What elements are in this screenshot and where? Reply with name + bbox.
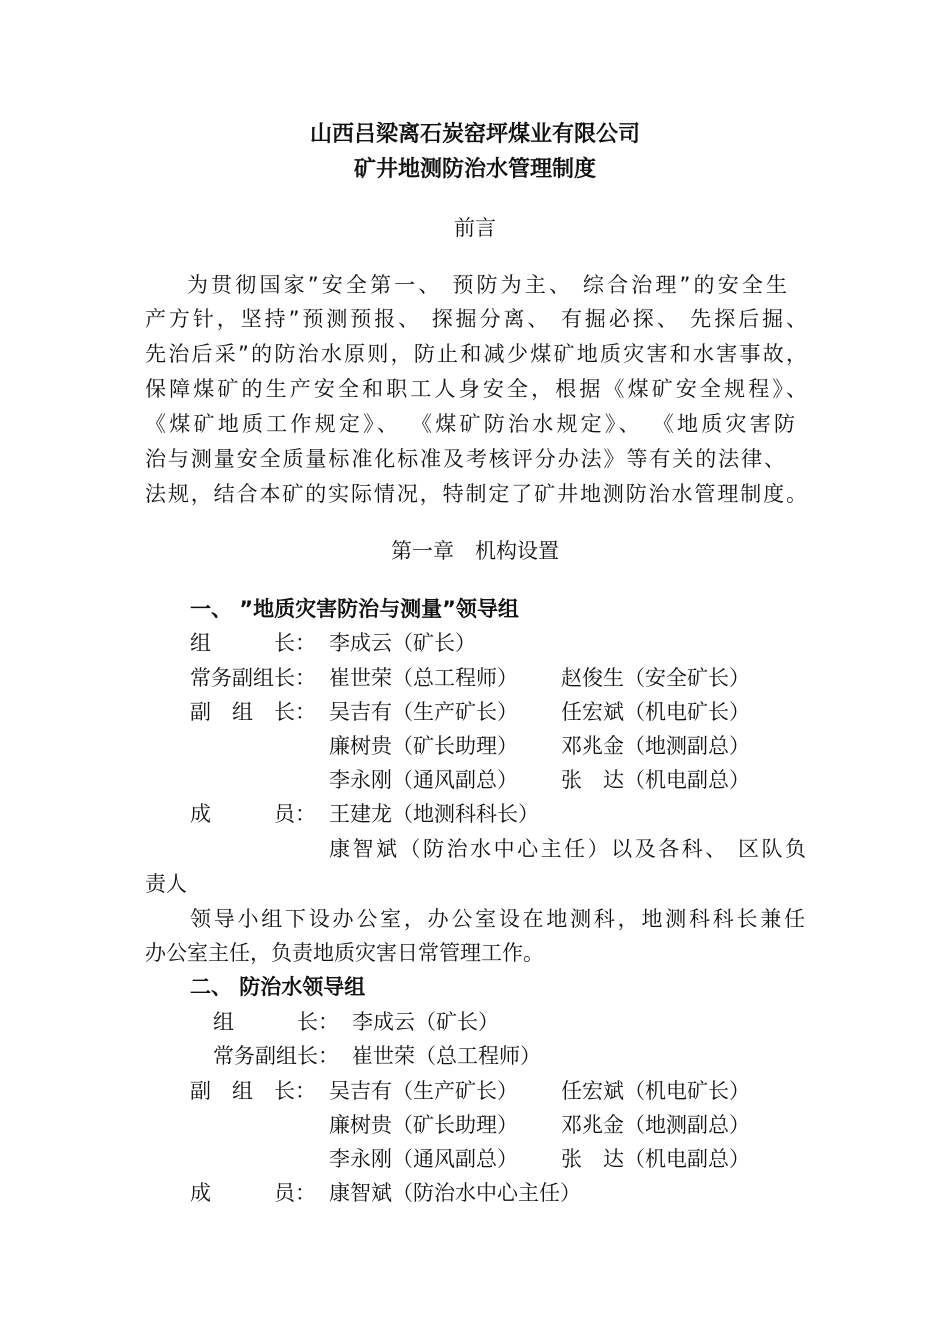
exec-deputy-name-2: 赵俊生（安全矿长） xyxy=(561,666,750,690)
deputy-name: 任宏斌（机电矿长） xyxy=(561,700,750,724)
exec-deputy-name: 崔世荣（总工程师） xyxy=(352,1044,541,1068)
deputy-name: 邓兆金（地测副总） xyxy=(561,1113,750,1137)
section-2-deputy-row-1 xyxy=(0,1077,950,1105)
deputy-name: 李永刚（通风副总） xyxy=(329,1147,518,1171)
deputy-name: 李永刚（通风副总） xyxy=(329,768,518,792)
deputy-name: 任宏斌（机电矿长） xyxy=(561,1079,750,1103)
section-1-member-row-1 xyxy=(0,800,950,828)
member-name: 王建龙（地测科科长） xyxy=(329,802,539,826)
deputy-label: 副 组 长： xyxy=(190,1079,316,1103)
section-2-exec-deputy-row xyxy=(0,1042,950,1070)
deputy-name: 张 达（机电副总） xyxy=(561,1147,750,1171)
section-1-member-row-2-cont: 责人 xyxy=(145,872,187,896)
section-2-title: 二、 防治水领导组 xyxy=(190,975,366,999)
section-1-leader-row xyxy=(0,629,950,657)
document-title-line-1: 山西吕梁离石炭窑坪煤业有限公司 xyxy=(309,122,640,147)
preface-line-6: 治与测量安全质量标准化标准及考核评分办法》等有关的法律、 xyxy=(145,447,785,471)
leader-name: 李成云（矿长） xyxy=(352,1010,499,1034)
deputy-name: 吴吉有（生产矿长） xyxy=(329,1079,518,1103)
preface-heading: 前言 xyxy=(454,216,496,240)
member-label: 成 员： xyxy=(190,802,316,826)
office-line-2: 办公室主任，负责地质灾害日常管理工作。 xyxy=(145,941,544,965)
deputy-label: 副 组 长： xyxy=(190,700,316,724)
member-label: 成 员： xyxy=(190,1181,316,1205)
office-line-1: 领导小组下设办公室，办公室设在地测科，地测科科长兼任 xyxy=(190,907,805,931)
section-1-member-row-2: 康智斌（防治水中心主任）以及各科、 区队负 xyxy=(329,837,806,861)
leader-name: 李成云（矿长） xyxy=(329,631,476,655)
preface-line-4: 保障煤矿的生产安全和职工人身安全，根据《煤矿安全规程》、 xyxy=(145,377,807,401)
section-1-exec-deputy-row xyxy=(0,664,950,692)
section-2-leader-row xyxy=(0,1008,950,1036)
section-1-deputy-row-2 xyxy=(0,732,950,760)
section-1-title: 一、 ”地质灾害防治与测量”领导组 xyxy=(190,597,519,621)
leader-label: 组 长： xyxy=(190,631,316,655)
exec-deputy-name-1: 崔世荣（总工程师） xyxy=(329,666,518,690)
deputy-name: 廉树贵（矿长助理） xyxy=(329,734,518,758)
member-name: 康智斌（防治水中心主任） xyxy=(329,1181,581,1205)
deputy-name: 邓兆金（地测副总） xyxy=(561,734,750,758)
section-2-member-row xyxy=(0,1179,950,1207)
preface-line-1: 为贯彻国家”安全第一、 预防为主、 综合治理”的安全生 xyxy=(187,273,787,297)
deputy-name: 廉树贵（矿长助理） xyxy=(329,1113,518,1137)
exec-deputy-label: 常务副组长： xyxy=(213,1044,339,1068)
preface-line-5: 《煤矿地质工作规定》、 《煤矿防治水规定》、 《地质灾害防 xyxy=(145,412,795,436)
exec-deputy-label: 常务副组长： xyxy=(190,666,316,690)
preface-line-2: 产方针，坚持”预测预报、 探掘分离、 有掘必探、 先探后掘、 xyxy=(145,307,807,331)
deputy-name: 吴吉有（生产矿长） xyxy=(329,700,518,724)
preface-line-7: 法规，结合本矿的实际情况，特制定了矿井地测防治水管理制度。 xyxy=(145,482,807,506)
section-1-deputy-row-3 xyxy=(0,766,950,794)
section-1-deputy-row-1 xyxy=(0,698,950,726)
deputy-name: 张 达（机电副总） xyxy=(561,768,750,792)
section-2-deputy-row-2 xyxy=(0,1111,950,1139)
leader-label: 组 长： xyxy=(213,1010,339,1034)
preface-line-3: 先治后采”的防治水原则，防止和减少煤矿地质灾害和水害事故， xyxy=(145,342,807,366)
document-title-line-2: 矿井地测防治水管理制度 xyxy=(353,157,596,182)
section-2-deputy-row-3 xyxy=(0,1145,950,1173)
chapter-1-heading: 第一章 机构设置 xyxy=(391,539,559,563)
